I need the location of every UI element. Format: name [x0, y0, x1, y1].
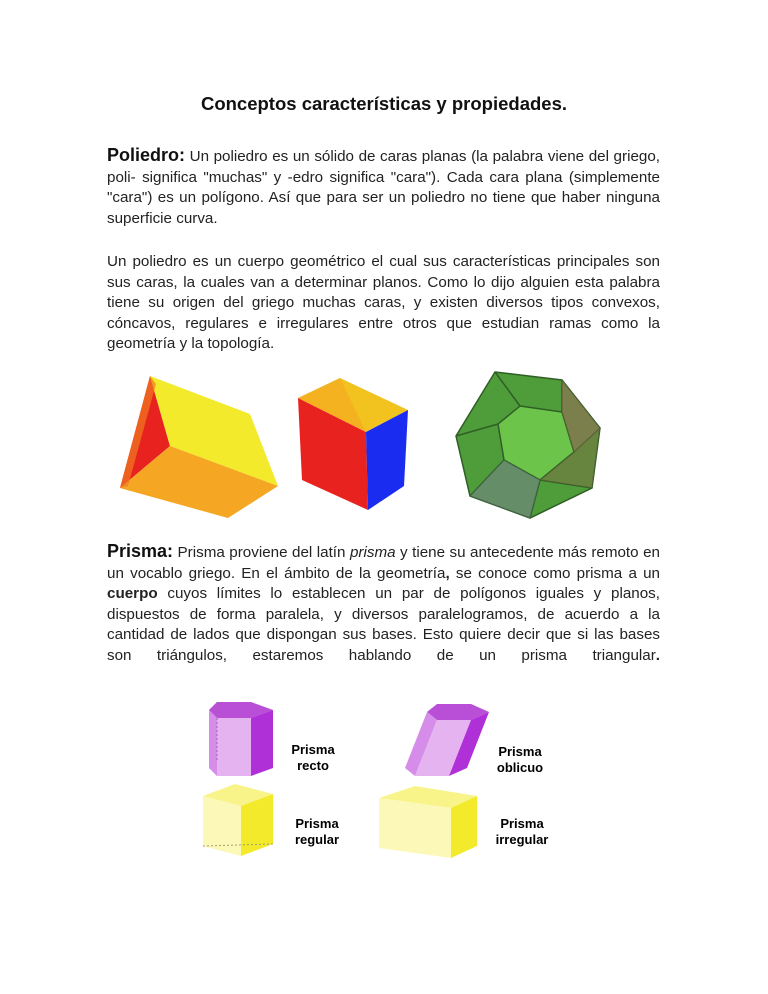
prisma-regular-label-2: regular — [294, 832, 340, 847]
poliedro-paragraph-2: Un poliedro es un cuerpo geométrico el cual sus características principales son sus caras, la cuales van a determinar planos. Como lo dijo alguien esta palabra tiene su origen del griego muchas caras, y existen diversos tipos convexos, cóncavos, regulares e irregulares entre otros que estudian ramas como la geometría y la topología. — [107, 253, 660, 353]
poliedro-term: Poliedro: — [107, 145, 186, 165]
prisma-oblicuo-illustration — [405, 704, 489, 776]
triangular-prism-illustration — [120, 376, 278, 518]
prisma-oblicuo-label-1: Prisma — [498, 744, 542, 759]
prisma-oblicuo-label-2: oblicuo — [496, 760, 544, 775]
prisma-recto-label-2: recto — [297, 758, 329, 773]
prisma-recto-label-1: Prisma — [291, 742, 335, 757]
prisma-regular-label-1: Prisma — [295, 816, 339, 831]
cube-illustration — [298, 378, 408, 510]
page-title: Conceptos características y propiedades. — [200, 93, 568, 114]
prisma-term: Prisma: — [107, 541, 174, 561]
prisma-paragraph: Prisma: Prisma proviene del latín prisma y tiene su antecedente más remoto en un vocablo griego. En el ámbito de la geometría, se conoce como prisma a un cuerpo cuyos límites lo establecen un par de polígonos iguales y planos, dispuestos de forma paralela, y diversos paralelogramos, de acuerdo a la cantidad de lados que dispongan sus bases. Esto quiere decir que si las bases son triángulos, estaremos hablando de un prisma triangular. — [107, 541, 660, 664]
prisma-irregular-label-2: irregular — [495, 832, 549, 847]
poliedro-definition: Un poliedro es un sólido de caras planas (la palabra viene del griego, poli- significa "muchas" y -edro significa "cara"). Cada cara plana (simplemente "cara") es un polígono. Así que para ser un poliedro no tiene que haber ninguna superficie curva. — [107, 148, 660, 227]
prisma-regular-illustration — [203, 784, 273, 856]
dodecahedron-illustration — [456, 372, 600, 518]
prisma-recto-illustration — [209, 702, 273, 776]
poliedro-paragraph-1 — [107, 145, 660, 229]
prism-types-diagram — [195, 698, 575, 863]
prisma-irregular-label-1: Prisma — [500, 816, 544, 831]
prisma-irregular-illustration — [379, 786, 477, 858]
polyhedra-illustrations — [100, 368, 670, 523]
